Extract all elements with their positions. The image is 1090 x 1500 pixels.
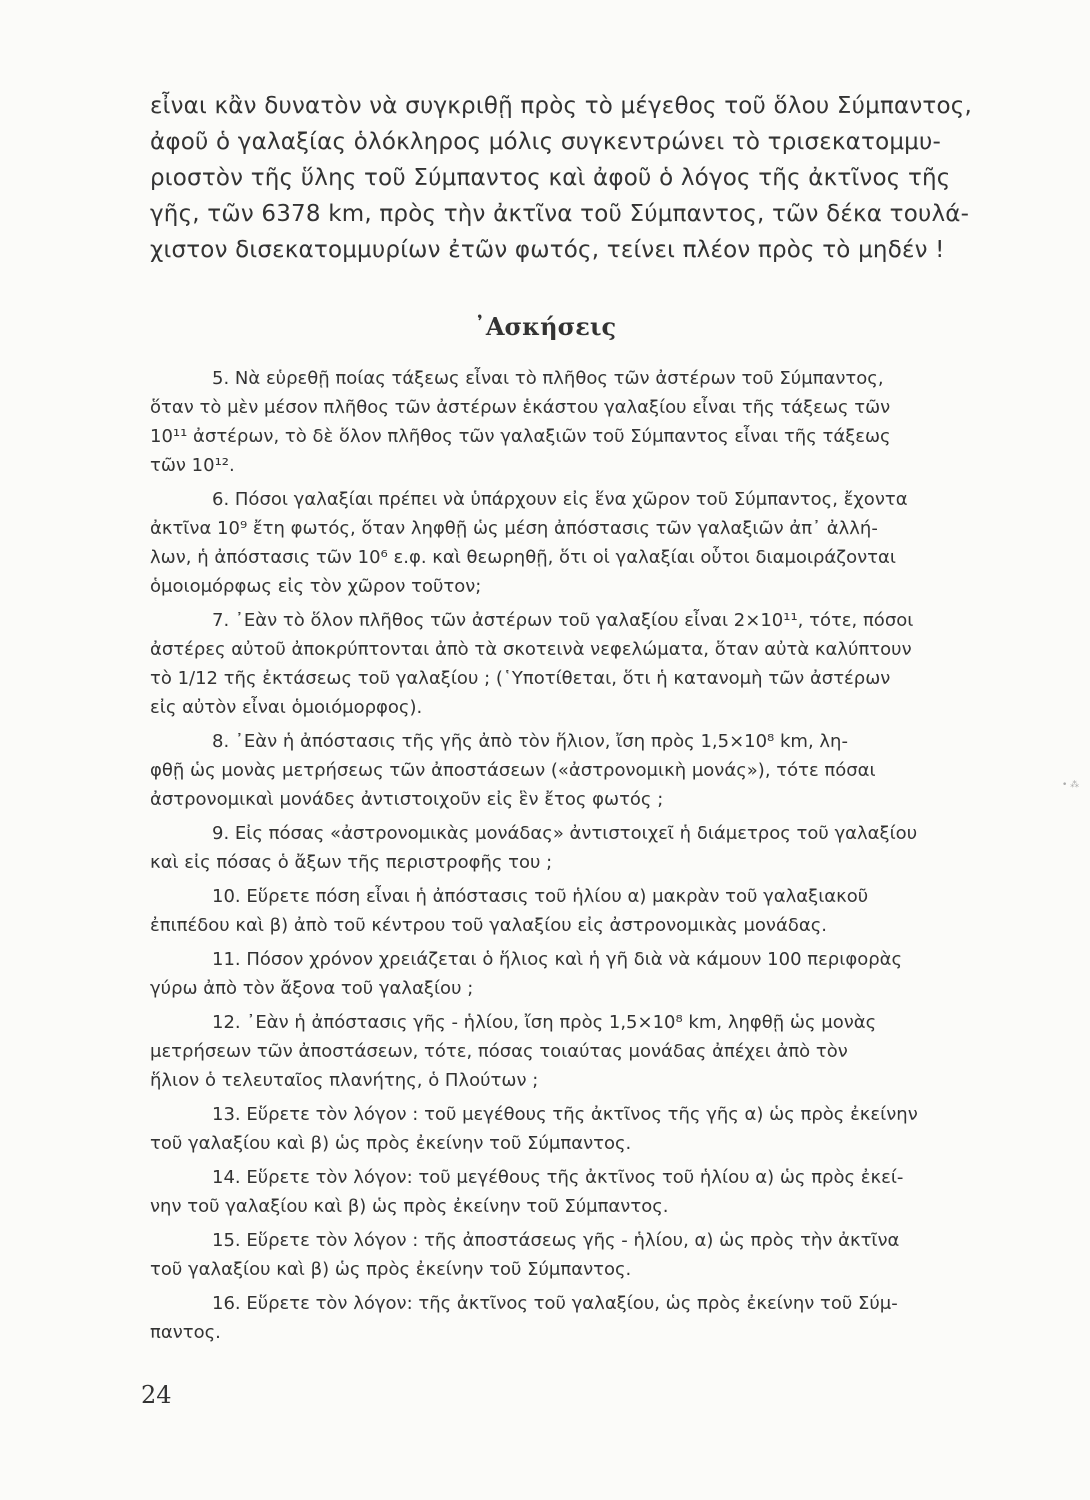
exercise-line: 10¹¹ ἀστέρων, τὸ δὲ ὅλον πλῆθος τῶν γαλαξιῶν τοῦ Σύμπαντος εἶναι τῆς τάξεως	[150, 426, 891, 447]
page-number: 24	[141, 1381, 172, 1409]
exercise-item	[150, 1289, 998, 1347]
exercise-item	[150, 485, 998, 601]
stray-mark: • ⁂	[1062, 780, 1080, 790]
exercise-line: 11. Πόσον χρόνον χρειάζεται ὁ ἥλιος καὶ ἡ γῆ διὰ νὰ κάμουν 100 περιφορὰς	[212, 949, 903, 970]
exercise-item	[150, 1100, 998, 1158]
exercise-line: 9. Εἰς πόσας «ἀστρονομικὰς μονάδας» ἀντιστοιχεῖ ἡ διάμετρος τοῦ γαλαξίου	[212, 823, 918, 844]
exercise-line: 12. ᾿Εὰν ἡ ἀπόστασις γῆς - ἡλίου, ἴση πρὸς 1,5×10⁸ km, ληφθῇ ὡς μονὰς	[212, 1012, 877, 1033]
exercise-line: ὁμοιομόρφως εἰς τὸν χῶρον τοῦτον;	[150, 576, 482, 597]
exercise-line: ἐπιπέδου καὶ β) ἀπὸ τοῦ κέντρου τοῦ γαλαξίου εἰς ἀστρονομικὰς μονάδας.	[150, 915, 828, 936]
exercise-item	[150, 882, 998, 940]
exercise-list	[150, 364, 998, 1352]
exercise-line: 13. Εὕρετε τὸν λόγον : τοῦ μεγέθους τῆς ἀκτῖνος τῆς γῆς α) ὡς πρὸς ἐκείνην	[212, 1104, 918, 1125]
exercise-line: τοῦ γαλαξίου καὶ β) ὡς πρὸς ἐκείνην τοῦ Σύμπαντος.	[150, 1133, 632, 1154]
exercise-line: νην τοῦ γαλαξίου καὶ β) ὡς πρὸς ἐκείνην τοῦ Σύμπαντος.	[150, 1196, 669, 1217]
exercise-line: τὸ 1/12 τῆς ἐκτάσεως τοῦ γαλαξίου ; (῾Υποτίθεται, ὅτι ἡ κατανομὴ τῶν ἀστέρων	[150, 668, 891, 689]
exercise-item	[150, 1008, 998, 1095]
exercise-line: 14. Εὕρετε τὸν λόγον: τοῦ μεγέθους τῆς ἀκτῖνος τοῦ ἡλίου α) ὡς πρὸς ἐκεί-	[212, 1167, 904, 1188]
exercise-line: μετρήσεων τῶν ἀποστάσεων, τότε, πόσας τοιαύτας μονάδας ἀπέχει ἀπὸ τὸν	[150, 1041, 848, 1062]
exercise-item	[150, 606, 998, 722]
exercise-item	[150, 1163, 998, 1221]
exercise-line: 10. Εὕρετε πόση εἶναι ἡ ἀπόστασις τοῦ ἡλίου α) μακρὰν τοῦ γαλαξιακοῦ	[212, 886, 869, 907]
exercise-line: καὶ εἰς πόσας ὁ ἄξων τῆς περιστροφῆς του ;	[150, 852, 553, 873]
exercise-item	[150, 727, 998, 814]
exercise-line: 7. ᾿Εὰν τὸ ὅλον πλῆθος τῶν ἀστέρων τοῦ γαλαξίου εἶναι 2×10¹¹, τότε, πόσοι	[212, 610, 914, 631]
intro-line: ἀφοῦ ὁ γαλαξίας ὁλόκληρος μόλις συγκεντρώνει τὸ τρισεκατομμυ-	[150, 129, 942, 155]
intro-line: χιστον δισεκατομμυρίων ἐτῶν φωτός, τείνει πλέον πρὸς τὸ μηδέν !	[150, 237, 945, 263]
exercise-line: γύρω ἀπὸ τὸν ἄξονα τοῦ γαλαξίου ;	[150, 978, 474, 999]
exercise-line: εἰς αὐτὸν εἶναι ὁμοιόμορφος).	[150, 697, 423, 718]
exercise-item	[150, 1226, 998, 1284]
exercise-line: ἀστρονομικαὶ μονάδες ἀντιστοιχοῦν εἰς ἓν ἔτος φωτός ;	[150, 789, 664, 810]
intro-paragraph	[150, 88, 998, 268]
section-heading: ᾿Ασκήσεις	[473, 312, 617, 341]
exercise-line: 6. Πόσοι γαλαξίαι πρέπει νὰ ὑπάρχουν εἰς ἕνα χῶρον τοῦ Σύμπαντος, ἔχοντα	[212, 489, 908, 510]
exercise-line: τῶν 10¹².	[150, 455, 235, 476]
exercise-line: 8. ᾿Εὰν ἡ ἀπόστασις τῆς γῆς ἀπὸ τὸν ἥλιον, ἴση πρὸς 1,5×10⁸ km, λη-	[212, 731, 848, 752]
exercise-line: λων, ἡ ἀπόστασις τῶν 10⁶ ε.φ. καὶ θεωρηθῇ, ὅτι οἱ γαλαξίαι οὗτοι διαμοιράζονται	[150, 547, 896, 568]
exercise-line: ἀκτῖνα 10⁹ ἔτη φωτός, ὅταν ληφθῇ ὡς μέση ἀπόστασις τῶν γαλαξιῶν ἀπ᾿ ἀλλή-	[150, 518, 878, 539]
exercise-item	[150, 364, 998, 480]
exercise-line: 16. Εὕρετε τὸν λόγον: τῆς ἀκτῖνος τοῦ γαλαξίου, ὡς πρὸς ἐκείνην τοῦ Σύμ-	[212, 1293, 898, 1314]
exercise-line: 15. Εὕρετε τὸν λόγον : τῆς ἀποστάσεως γῆς - ἡλίου, α) ὡς πρὸς τὴν ἀκτῖνα	[212, 1230, 900, 1251]
exercise-item	[150, 945, 998, 1003]
exercise-line: ἥλιον ὁ τελευταῖος πλανήτης, ὁ Πλούτων ;	[150, 1070, 539, 1091]
intro-line: εἶναι κἂν δυνατὸν νὰ συγκριθῇ πρὸς τὸ μέγεθος τοῦ ὅλου Σύμπαντος,	[150, 93, 972, 119]
exercise-item	[150, 819, 998, 877]
intro-line: ριοστὸν τῆς ὕλης τοῦ Σύμπαντος καὶ ἀφοῦ ὁ λόγος τῆς ἀκτῖνος τῆς	[150, 165, 951, 191]
exercise-line: ἀστέρες αὐτοῦ ἀποκρύπτονται ἀπὸ τὰ σκοτεινὰ νεφελώματα, ὅταν αὐτὰ καλύπτουν	[150, 639, 912, 660]
exercise-line: παντος.	[150, 1322, 221, 1343]
exercise-line: ὅταν τὸ μὲν μέσον πλῆθος τῶν ἀστέρων ἑκάστου γαλαξίου εἶναι τῆς τάξεως τῶν	[150, 397, 891, 418]
exercise-line: τοῦ γαλαξίου καὶ β) ὡς πρὸς ἐκείνην τοῦ Σύμπαντος.	[150, 1259, 632, 1280]
intro-line: γῆς, τῶν 6378 km, πρὸς τὴν ἀκτῖνα τοῦ Σύμπαντος, τῶν δέκα τουλά-	[150, 201, 970, 227]
exercise-line: 5. Νὰ εὑρεθῇ ποίας τάξεως εἶναι τὸ πλῆθος τῶν ἀστέρων τοῦ Σύμπαντος,	[212, 368, 884, 389]
exercise-line: φθῇ ὡς μονὰς μετρήσεως τῶν ἀποστάσεων («ἀστρονομικὴ μονάς»), τότε πόσαι	[150, 760, 876, 781]
